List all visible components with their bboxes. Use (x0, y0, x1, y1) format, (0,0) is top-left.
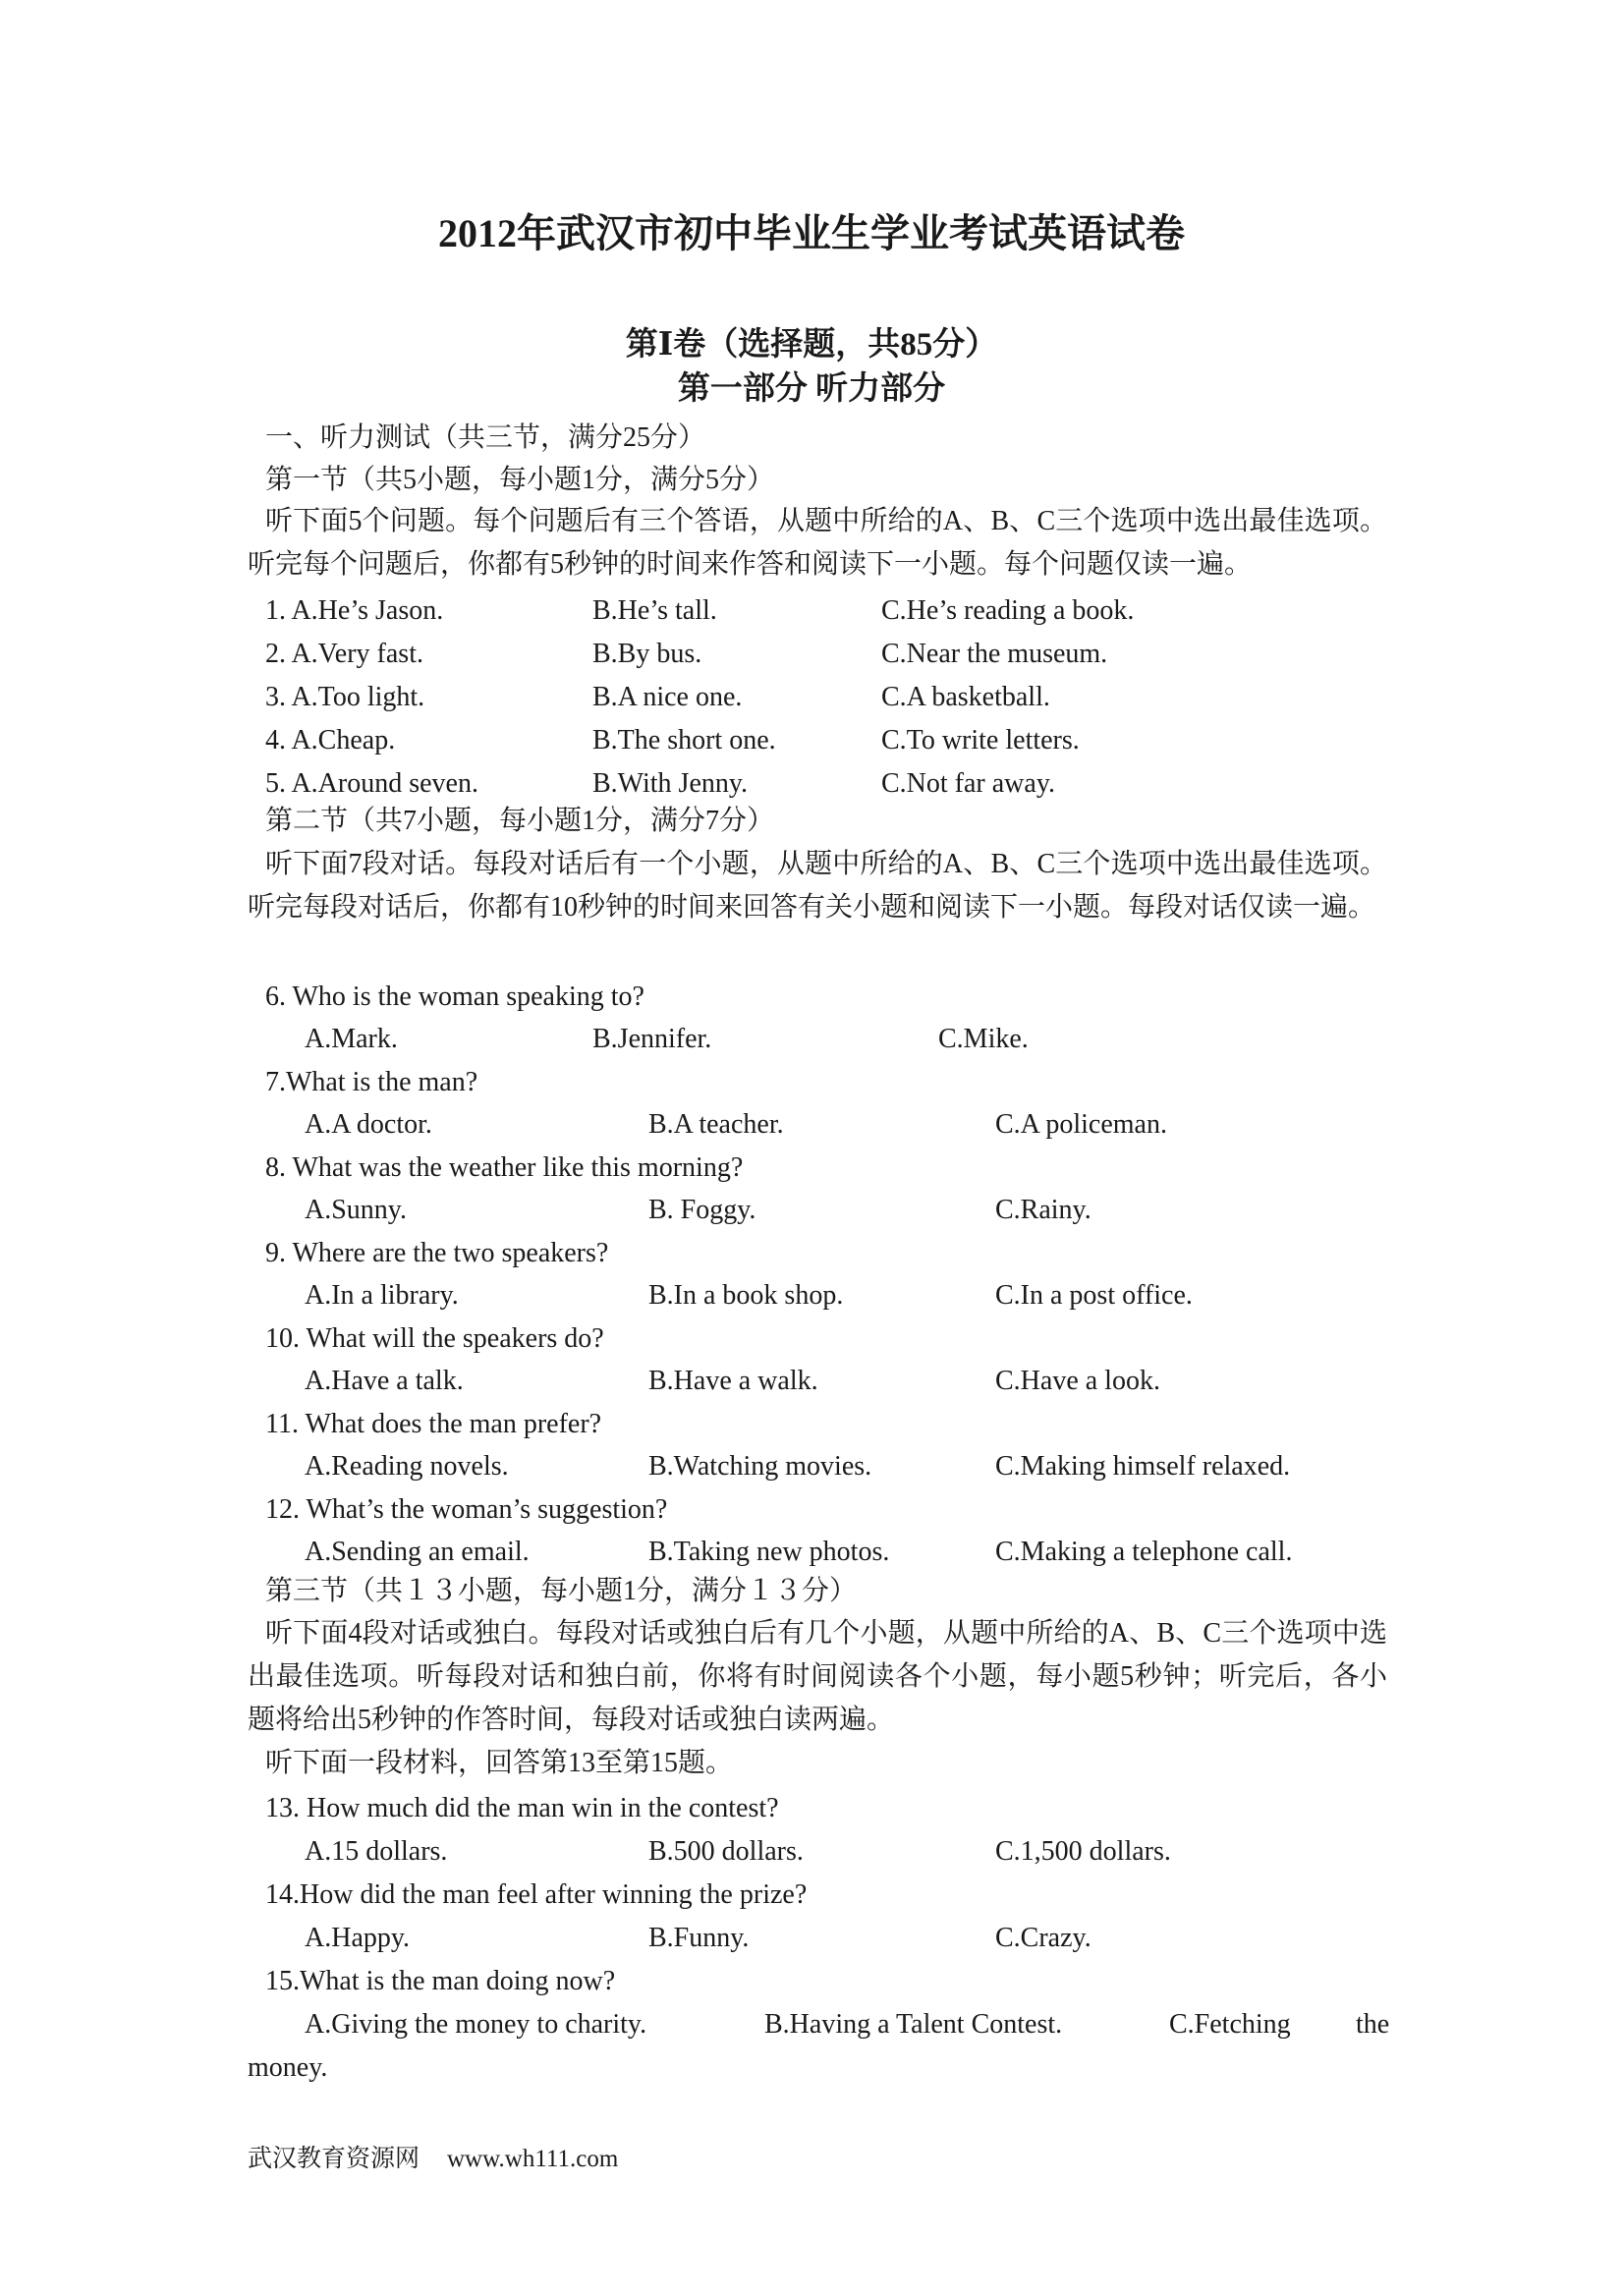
footer-url[interactable]: www.wh111.com (447, 2146, 619, 2172)
option-c: C.Rainy. (995, 1195, 1091, 1225)
option-b: B.By bus. (592, 639, 702, 669)
option-a: A.A doctor. (305, 1109, 432, 1140)
question-text: 12. What’s the woman’s suggestion? (265, 1494, 668, 1525)
option-c: C.A basketball. (881, 682, 1050, 712)
question-text: 13. How much did the man win in the contest? (265, 1793, 779, 1823)
option-c: C.To write letters. (881, 725, 1080, 756)
question-text: 8. What was the weather like this morning? (265, 1152, 744, 1183)
question-text: 9. Where are the two speakers? (265, 1238, 609, 1268)
sec2-instruction: 听下面7段对话。每段对话后有一个小题，从题中所给的A、B、C三个选项中选出最佳选项。听完每段对话后，你都有10秒钟的时间来回答有关小题和阅读下一小题。每段对话仅读一遍。 (248, 849, 1387, 923)
volume-heading: 第Ⅰ卷（选择题，共85分） (625, 327, 998, 363)
part-heading: 第一部分 听力部分 (677, 371, 946, 407)
footer-site-name: 武汉教育资源网 (248, 2146, 420, 2172)
option-a: A.Sunny. (305, 1195, 407, 1225)
material-note: 听下面一段材料，回答第13至第15题。 (265, 1748, 734, 1778)
option-b: B.Have a walk. (648, 1366, 818, 1396)
option-c: C.1,500 dollars. (995, 1836, 1171, 1867)
sec1-heading: 第一节（共5小题，每小题1分，满分5分） (265, 465, 775, 495)
option-c: C.Not far away. (881, 768, 1056, 799)
sec3-heading: 第三节（共１３小题，每小题1分，满分１３分） (265, 1576, 858, 1606)
question-text: 7.What is the man? (265, 1067, 478, 1097)
sec3-instruction: 听下面4段对话或独白。每段对话或独白后有几个小题，从题中所给的A、B、C三个选项中选出最佳选项。听每段对话和独白前，你将有时间阅读各个小题，每小题5秒钟；听完后，各小题将给出5秒钟的作答时间，每段对话或独白读两遍。 (248, 1618, 1387, 1735)
option-b: B.Having a Talent Contest. (764, 2009, 1063, 2040)
page-title: 2012年武汉市初中毕业生学业考试英语试卷 (438, 211, 1185, 255)
option-c: C.He’s reading a book. (881, 595, 1135, 626)
option-a: 5. A.Around seven. (265, 768, 478, 799)
option-c: C.In a post office. (995, 1280, 1193, 1311)
option-a: A.Sending an email. (305, 1537, 530, 1567)
option-b: B.A nice one. (592, 682, 743, 712)
option-c: C.Crazy. (995, 1923, 1091, 1953)
option-b: B.Funny. (648, 1923, 750, 1953)
option-a: A.In a library. (305, 1280, 459, 1311)
option-c: C.Making himself relaxed. (995, 1451, 1291, 1482)
option-b: B.In a book shop. (648, 1280, 844, 1311)
option-c: C.Fetching (1169, 2009, 1291, 2040)
option-a: A.Have a talk. (305, 1366, 464, 1396)
option-a: A.Reading novels. (305, 1451, 509, 1482)
option-c: C.Near the museum. (881, 639, 1108, 669)
option-a: A.Mark. (305, 1024, 398, 1054)
section-heading: 一、听力测试（共三节，满分25分） (265, 422, 706, 453)
option-a: A.Giving the money to charity. (305, 2009, 647, 2040)
option-c: C.Have a look. (995, 1366, 1160, 1396)
sec1-instruction: 听下面5个问题。每个问题后有三个答语，从题中所给的A、B、C三个选项中选出最佳选项。听完每个问题后，你都有5秒钟的时间来作答和阅读下一小题。每个问题仅读一遍。 (248, 506, 1387, 580)
option-b: B.Watching movies. (648, 1451, 872, 1482)
option-c: C.Making a telephone call. (995, 1537, 1293, 1567)
option-a: 1. A.He’s Jason. (265, 595, 444, 626)
option-b: B.Taking new photos. (648, 1537, 890, 1567)
option-a: A.15 dollars. (305, 1836, 448, 1867)
option-c: C.A policeman. (995, 1109, 1167, 1140)
option-b: B.500 dollars. (648, 1836, 804, 1867)
question-text: 11. What does the man prefer? (265, 1409, 602, 1439)
option-b: B.A teacher. (648, 1109, 784, 1140)
question-text: 10. What will the speakers do? (265, 1323, 604, 1354)
option-c: C.Mike. (938, 1024, 1029, 1054)
option-a: A.Happy. (305, 1923, 411, 1953)
option-c-continued: the (1356, 2009, 1390, 2040)
option-b: B.Jennifer. (592, 1024, 712, 1054)
option-a: 3. A.Too light. (265, 682, 425, 712)
option-c-wrap: money. (248, 2052, 328, 2083)
option-a: 4. A.Cheap. (265, 725, 396, 756)
option-b: B. Foggy. (648, 1195, 756, 1225)
option-b: B.The short one. (592, 725, 776, 756)
question-text: 14.How did the man feel after winning the prize? (265, 1879, 808, 1910)
question-text: 15.What is the man doing now? (265, 1966, 616, 1996)
option-a: 2. A.Very fast. (265, 639, 423, 669)
sec2-heading: 第二节（共7小题，每小题1分，满分7分） (265, 806, 775, 836)
option-b: B.With Jenny. (592, 768, 749, 799)
question-text: 6. Who is the woman speaking to? (265, 981, 644, 1012)
option-b: B.He’s tall. (592, 595, 717, 626)
